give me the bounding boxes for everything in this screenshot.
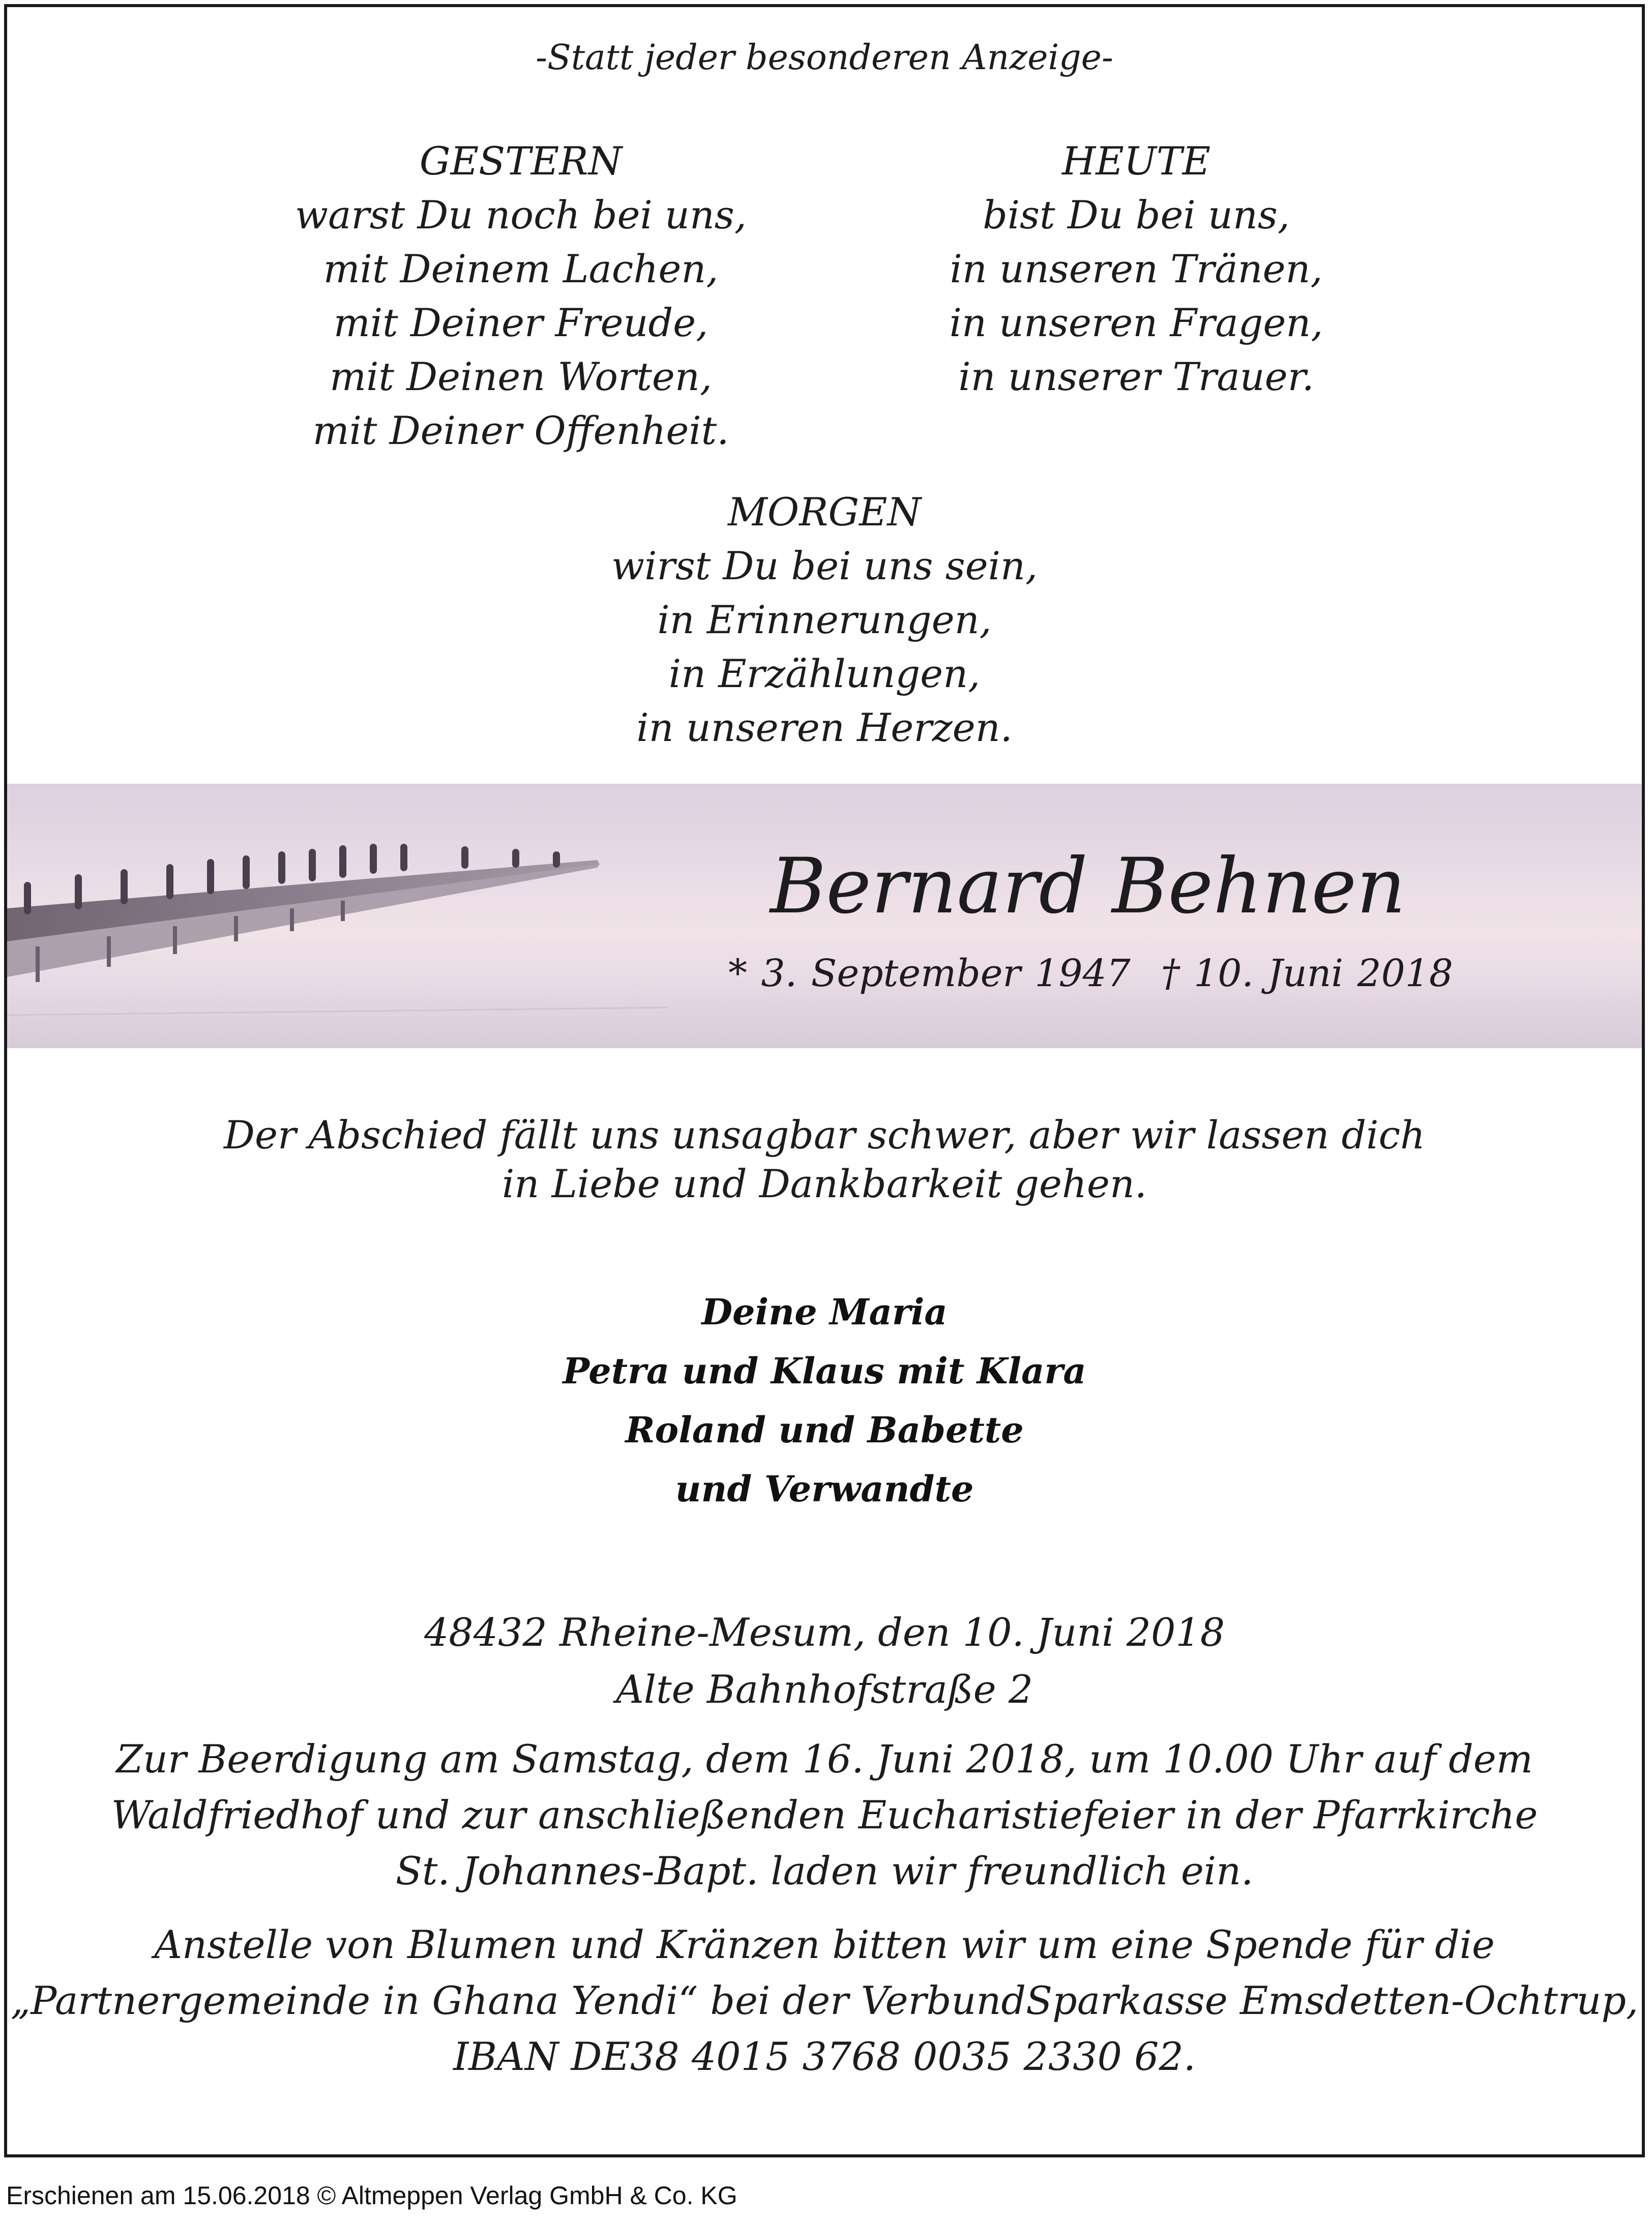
poem-line: mit Deinen Worten,	[330, 354, 712, 399]
header-line: -Statt jeder besonderen Anzeige-	[536, 38, 1113, 78]
poem-tomorrow	[7, 485, 1642, 755]
text-line: „Partnergemeinde in Ghana Yendi“ bei der VerbundSparkasse Emsdetten-Ochtrup,	[10, 1978, 1639, 2023]
poem-line: HEUTE	[1062, 138, 1211, 184]
poem-line: in unseren Fragen,	[949, 300, 1323, 345]
deceased-name: Bernard Behnen	[770, 842, 1406, 931]
poem-line: bist Du bei uns,	[983, 192, 1290, 238]
farewell-text	[7, 1111, 1642, 1208]
poem-line: in unseren Tränen,	[950, 246, 1323, 291]
pier-image-band	[7, 784, 1642, 1048]
text-line: in Liebe und Dankbarkeit gehen.	[502, 1161, 1147, 1206]
death-date: † 10. Juni 2018	[1161, 952, 1453, 995]
poem-line: warst Du noch bei uns,	[295, 192, 747, 238]
poem-line: MORGEN	[727, 489, 922, 535]
poem-line: mit Deiner Offenheit.	[312, 408, 729, 453]
text-line: Anstelle von Blumen und Kränzen bitten wir um eine Spende für die	[154, 1922, 1495, 1967]
text-line: Alte Bahnhofstraße 2	[615, 1667, 1034, 1712]
funeral-info	[7, 1731, 1642, 1899]
poem-line: mit Deiner Freude,	[333, 300, 709, 345]
life-dates	[728, 952, 1453, 995]
poem-line: mit Deinem Lachen,	[323, 246, 719, 291]
family-line: Roland und Babette	[625, 1409, 1024, 1451]
poem-line: GESTERN	[419, 138, 623, 184]
donation-info	[7, 1917, 1642, 2085]
text-line: Der Abschied fällt uns unsagbar schwer, aber wir lassen dich	[224, 1112, 1425, 1158]
publication-footer: Erschienen am 15.06.2018 © Altmeppen Verlag GmbH & Co. KG	[6, 2181, 738, 2210]
text-line: Waldfriedhof und zur anschließenden Eucharistiefeier in der Pfarrkirche	[111, 1792, 1538, 1838]
birth-date: * 3. September 1947	[728, 952, 1131, 995]
poem-yesterday	[246, 134, 795, 458]
poem-line: in unseren Herzen.	[636, 705, 1013, 750]
family-line: und Verwandte	[675, 1468, 974, 1510]
poem-line: wirst Du bei uns sein,	[611, 543, 1038, 588]
pier-image	[7, 784, 668, 1048]
obituary-notice	[4, 4, 1645, 2157]
place-and-address	[7, 1604, 1642, 1718]
family-line: Deine Maria	[701, 1291, 948, 1333]
poem-line: in Erzählungen,	[668, 651, 981, 696]
poem-line: in Erinnerungen,	[657, 597, 992, 642]
text-line: IBAN DE38 4015 3768 0035 2330 62.	[453, 2034, 1196, 2079]
text-line: St. Johannes-Bapt. laden wir freundlich ein.	[395, 1848, 1254, 1893]
family-line: Petra und Klaus mit Klara	[563, 1350, 1086, 1392]
text-line: 48432 Rheine-Mesum, den 10. Juni 2018	[424, 1610, 1225, 1655]
poem-today	[872, 134, 1401, 404]
family-signatures	[7, 1283, 1642, 1519]
poem-line: in unserer Trauer.	[958, 354, 1314, 399]
text-line: Zur Beerdigung am Samstag, dem 16. Juni 2018, um 10.00 Uhr auf dem	[116, 1736, 1533, 1782]
